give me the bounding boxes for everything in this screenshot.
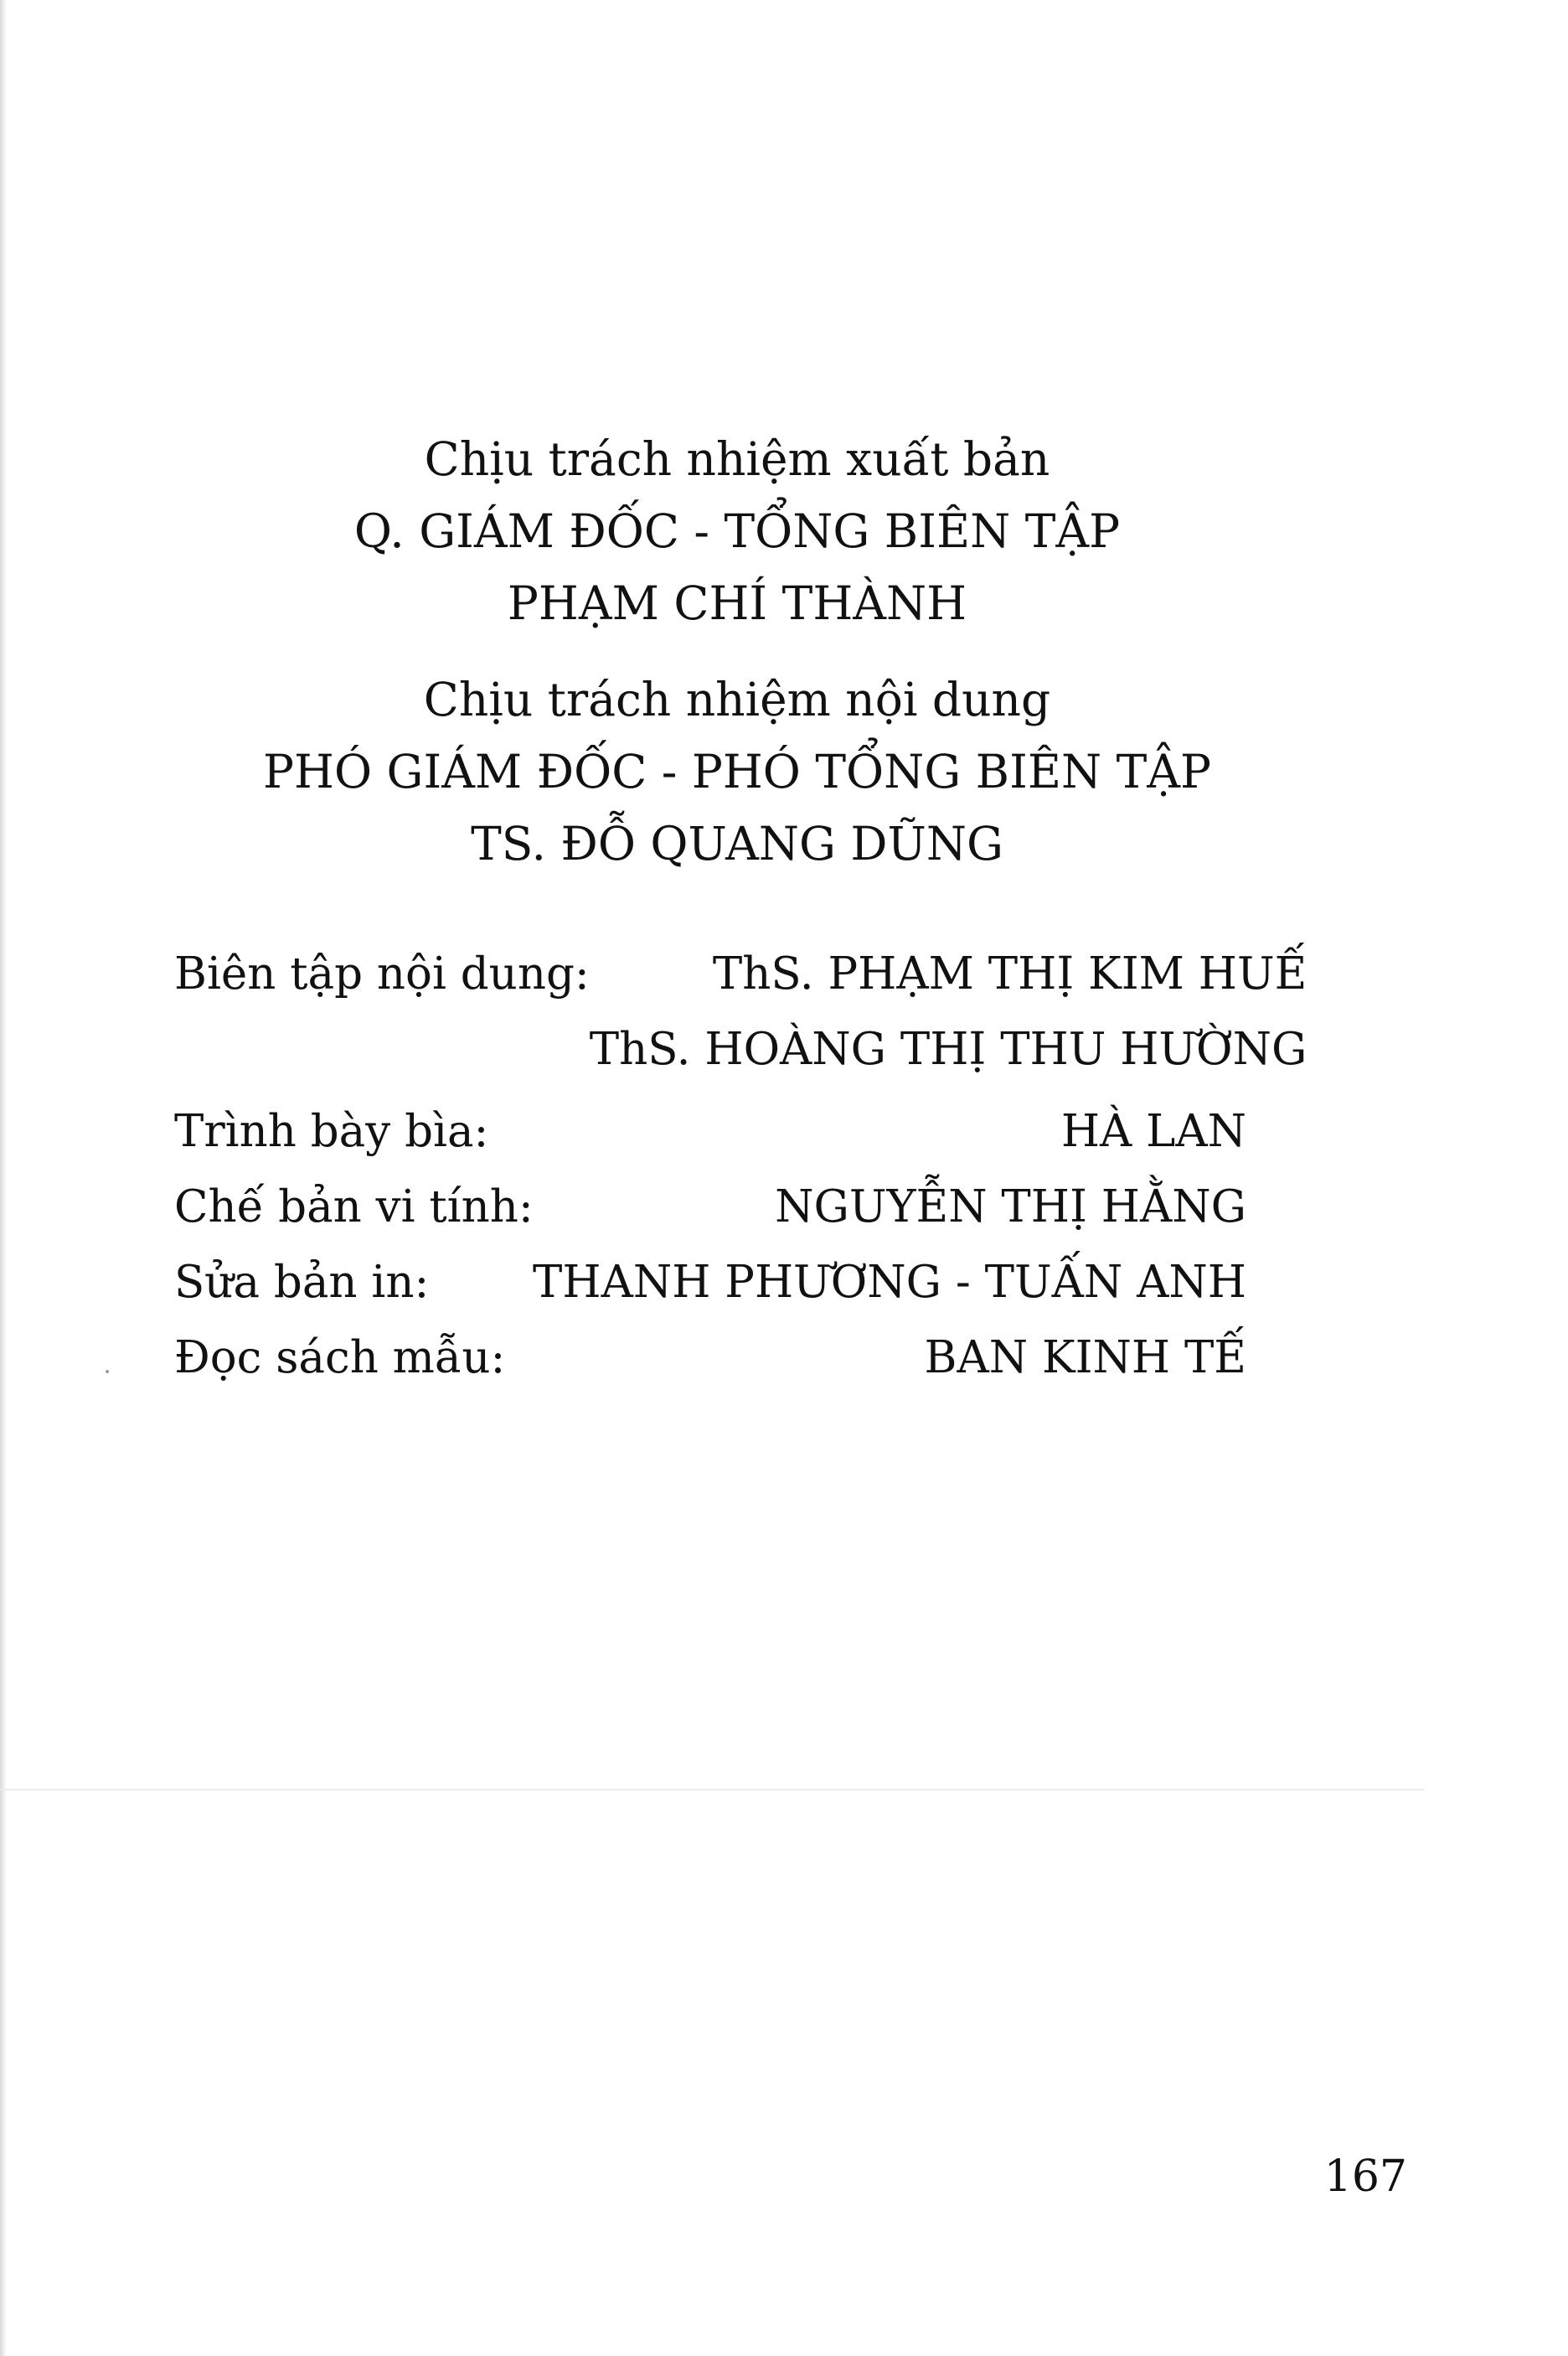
- credit-name: THANH PHƯƠNG - TUẤN ANH: [533, 1257, 1246, 1308]
- content-director-name: TS. ĐỖ QUANG DŨNG: [471, 817, 1003, 871]
- credit-name: HÀ LAN: [1060, 1106, 1246, 1157]
- credit-row-typesetting: [174, 1170, 1246, 1245]
- credit-names: [775, 1170, 1246, 1245]
- credit-name: BAN KINH TẾ: [924, 1332, 1246, 1383]
- content-director-title: PHÓ GIÁM ĐỐC - PHÓ TỔNG BIÊN TẬP: [262, 745, 1211, 798]
- credit-row-proofreading: [174, 1245, 1246, 1320]
- publisher-responsibility-block: [0, 423, 1474, 639]
- credit-role: Biên tập nội dung:: [174, 948, 590, 1000]
- credit-role: Đọc sách mẫu:: [174, 1332, 506, 1383]
- publisher-responsibility-heading: Chịu trách nhiệm xuất bản: [424, 432, 1050, 486]
- page-edge-shadow: [0, 0, 7, 2356]
- credit-role: Sửa bản in:: [174, 1257, 430, 1308]
- publisher-director-title: Q. GIÁM ĐỐC - TỔNG BIÊN TẬP: [353, 504, 1121, 558]
- credit-row-cover: [174, 1094, 1246, 1170]
- credit-names: [590, 937, 1308, 1088]
- stray-mark: [106, 1370, 109, 1373]
- content-responsibility-block: [0, 664, 1474, 880]
- credit-name: ThS. PHẠM THỊ KIM HUẾ: [712, 948, 1308, 1000]
- publisher-director-name: PHẠM CHÍ THÀNH: [507, 576, 967, 630]
- credit-row-sample-reading: [174, 1320, 1246, 1396]
- credit-row-editor: [174, 937, 1308, 1088]
- credit-role: Chế bản vi tính:: [174, 1181, 534, 1232]
- page-number: 167: [1323, 2152, 1407, 2202]
- credit-role: Trình bày bìa:: [174, 1106, 489, 1157]
- credit-names: [925, 1320, 1246, 1396]
- show-through-rule: [0, 1789, 1424, 1790]
- credits-list: [174, 937, 1308, 1396]
- credit-names: [1061, 1094, 1246, 1170]
- content-responsibility-heading: Chịu trách nhiệm nội dung: [423, 673, 1051, 726]
- credit-name: ThS. HOÀNG THỊ THU HƯỜNG: [589, 1024, 1308, 1075]
- credit-names: [533, 1245, 1246, 1320]
- credit-name: NGUYỄN THỊ HẰNG: [775, 1181, 1246, 1232]
